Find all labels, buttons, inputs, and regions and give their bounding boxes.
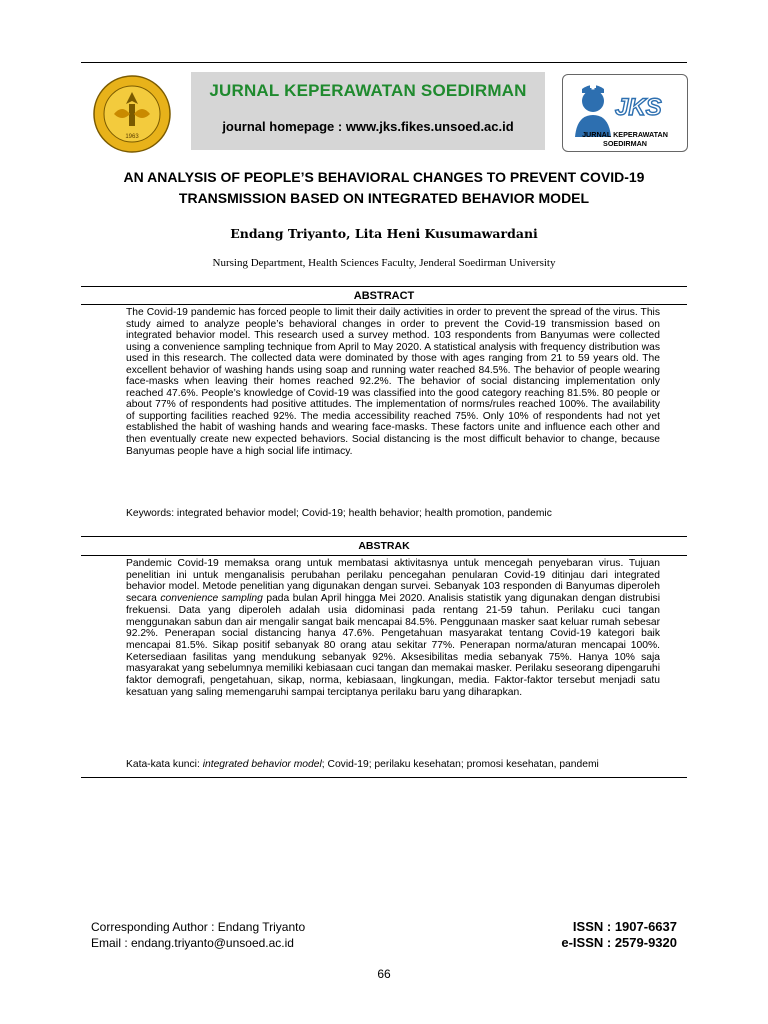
abstrak-keywords-rest: ; Covid-19; perilaku kesehatan; promosi kesehatan, pandemi [321,759,599,770]
jks-logo-caption: JURNAL KEPERAWATAN SOEDIRMAN [582,130,668,148]
corresponding-email: Email : endang.triyanto@unsoed.ac.id [91,936,294,950]
abstract-keywords: Keywords: integrated behavior model; Covid-19; health behavior; health promotion, pandemic [126,508,552,519]
author-affiliation: Nursing Department, Health Sciences Faculty, Jenderal Soedirman University [212,257,556,269]
corresponding-author: Corresponding Author : Endang Triyanto [91,920,306,934]
abstrak-text-part2: pada bulan April hingga Mei 2020. Analisis statistik yang digunakan dengan distrubisi frekuensi. Data yang diperoleh adalah usia didominasi pada rentang 21-59 tahun. Perilaku cuci tangan menggunakan sabun dan air mengalir sangat baik mencapai 84.5%. Penggunaan masker saat keluar rumah sebesar 92.2%. Penerapan social distancing hanya 47.6%. Pengetahuan masyarakat tentang Covid-19 kategori baik mencapai 81.5%. Sikap positif sebanyak 80 orang atau sekitar 77%. Penerapan norma/aturan mencapai 100%. Ketersediaan fasilitas yang mendukung sebanyak 92%. Aksesibilitas media sebanyak 75%. Hanya 10% saja masyarakat yang sebelumnya memiliki kebiasaan cuci tangan dan memakai masker. Perilaku seseorang dipengaruhi faktor demografi, pengetahuan, sikap, norma, kebiasaan, lingkungan, media. Faktor-faktor tersebut menjadi satu kesatuan yang saling memengaruhi sampai terciptanya perilaku baru yang diharapkan. [126,593,660,698]
paper-title: AN ANALYSIS OF PEOPLE’S BEHAVIORAL CHANGES TO PREVENT COVID-19 TRANSMISSION BASED ON INTEGRATED BEHAVIOR MODEL [123,169,645,206]
abstract-rule-mid [81,304,687,305]
top-rule [81,62,687,63]
abstrak-italic-term: convenience sampling [160,593,263,605]
abstract-rule-top [81,286,687,287]
e-issn: e-ISSN : 2579-9320 [561,935,677,950]
seal-year: 1963 [125,134,139,140]
university-seal-logo [92,74,172,154]
jks-logo [562,74,688,152]
abstrak-keywords-italic: integrated behavior model [202,759,322,770]
abstrak-rule-bottom [81,777,687,778]
journal-title: JURNAL KEPERAWATAN SOEDIRMAN [209,81,527,100]
page-number: 66 [377,967,391,981]
journal-header-box [191,72,545,150]
abstract-text: The Covid-19 pandemic has forced people to limit their daily activities in order to prevent the spread of the virus. This study aimed to analyze people’s behavioral changes in order to prevent the Covid-19 transmission based on integrated behavior model. This research used a survey method. 103 respondents from Banyumas were collected using a convenience sampling technique from April to May 2020. A statistical analysis with frequency distribution was used in this research. The collected data were dominated by those with ages ranging from 21 to 59 years old. The excellent behavior of washing hands using soap and running water reached 84.5%. The behavior of people wearing face-masks when leaving their homes reached 92.2%. The behavior of social distancing implementation only reached 47.6%. People’s knowledge of Covid-19 was classified into the good category reaching 81.5%. 80 people or about 77% of respondents had positive attitudes. The implementation of norms/rules reached 100%. The availability of supporting facilities reached 92%. The media accessibility reached 75%. Only 10% of respondents had not yet established the habit of washing hands and wearing face-masks. These factors unite and influence each other and then eventually create new expected behaviors. Social distancing is the most difficult behavior to change, because Banyumas people have a high social life intimacy. [126,307,660,457]
abstract-heading: ABSTRACT [353,290,415,302]
jks-logo-text: JKS [615,94,662,121]
abstrak-rule-top [81,536,687,537]
paper-authors: Endang Triyanto, Lita Heni Kusumawardani [230,226,538,241]
abstrak-text [126,558,660,698]
abstrak-heading: ABSTRAK [358,540,410,552]
abstrak-text-part1: Pandemic Covid-19 memaksa orang untuk membatasi aktivitasnya untuk mencegah penyebaran virus. Tujuan penelitian ini untuk menganalisis perubahan perilaku pencegahan penularan Covid-19 ditinjau dari integrated behavior model. Metode penelitian yang digunakan dengan survei. Sebanyak 103 responden di Banyumas diperoleh secara [126,558,660,605]
issn: ISSN : 1907-6637 [572,919,677,934]
journal-homepage: journal homepage : www.jks.fikes.unsoed.ac.id [222,119,514,134]
abstrak-rule-mid [81,555,687,556]
abstrak-keywords [126,759,660,771]
abstrak-keywords-label: Kata-kata kunci: [126,759,203,770]
